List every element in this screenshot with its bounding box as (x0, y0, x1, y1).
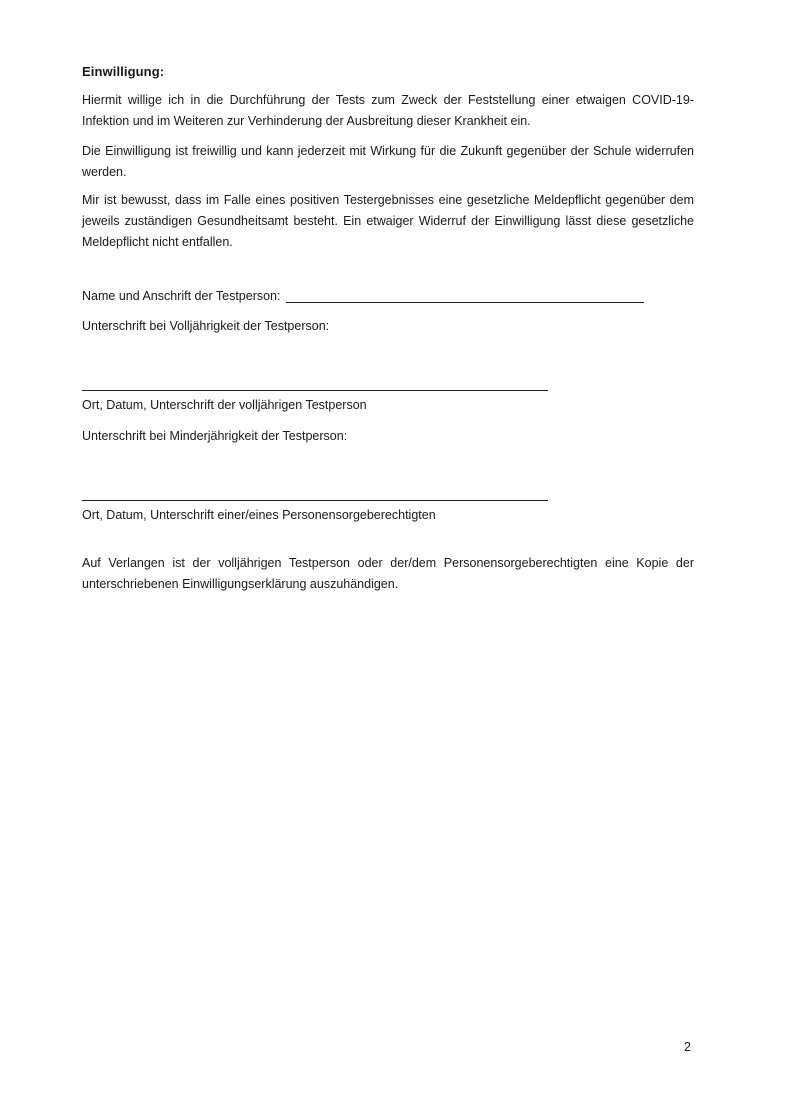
consent-paragraph-3: Mir ist bewusst, dass im Falle eines positiven Testergebnisses eine gesetzliche Meldepflicht gegenüber dem jeweils zuständigen Gesundheitsamt besteht. Ein etwaiger Widerruf der Einwilligung lässt diese gesetzliche Meldepflicht nicht entfallen. (82, 193, 694, 249)
name-address-label: Name und Anschrift der Testperson: (82, 289, 281, 303)
name-address-row (82, 286, 682, 307)
name-address-field-line[interactable] (286, 288, 644, 303)
page-number: 2 (684, 1040, 691, 1054)
consent-heading: Einwilligung: (82, 64, 165, 79)
minor-signature-caption: Ort, Datum, Unterschrift einer/eines Personensorgeberechtigten (82, 508, 436, 522)
adult-signature-line[interactable] (82, 390, 548, 391)
consent-paragraph-1: Hiermit willige ich in die Durchführung der Tests zum Zweck der Feststellung einer etwaigen COVID-19-Infektion und im Weiteren zur Verhinderung der Ausbreitung dieser Krankheit ein. (82, 93, 694, 128)
consent-paragraph-2: Die Einwilligung ist freiwillig und kann jederzeit mit Wirkung für die Zukunft gegenüber der Schule widerrufen werden. (82, 144, 694, 179)
minor-signature-title: Unterschrift bei Minderjährigkeit der Testperson: (82, 429, 348, 443)
minor-signature-line[interactable] (82, 500, 548, 501)
footer-note: Auf Verlangen ist der volljährigen Testperson oder der/dem Personensorgeberechtigten eine Kopie der unterschriebenen Einwilligungserklärung auszuhändigen. (82, 556, 694, 591)
adult-signature-caption: Ort, Datum, Unterschrift der volljährigen Testperson (82, 398, 367, 412)
adult-signature-title: Unterschrift bei Volljährigkeit der Testperson: (82, 319, 330, 333)
